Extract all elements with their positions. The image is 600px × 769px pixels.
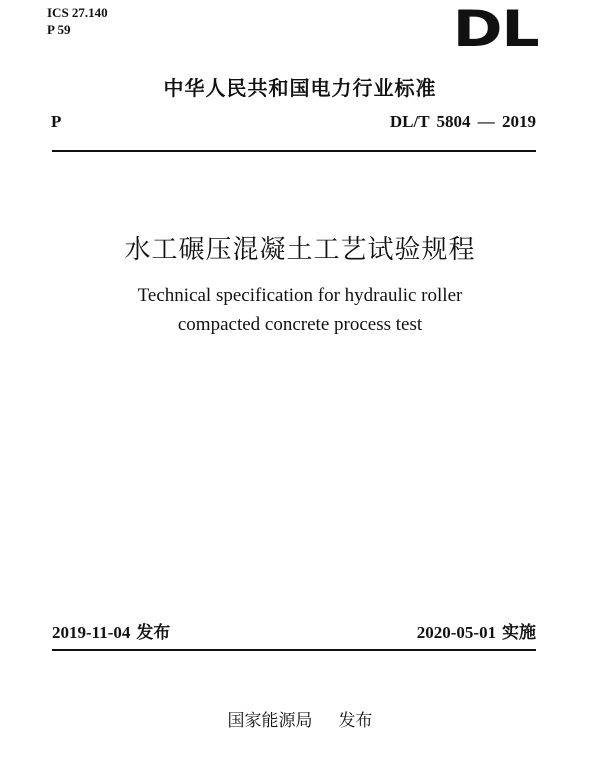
title-chinese: 水工碾压混凝土工艺试验规程 bbox=[124, 235, 476, 265]
issuer-block bbox=[0, 706, 600, 731]
issuing-agency: 国家能源局 bbox=[227, 711, 313, 731]
standard-number: DL/T 5804 — 2019 bbox=[389, 112, 536, 131]
title-english-line2: compacted concrete process test bbox=[177, 314, 423, 335]
title-english bbox=[0, 281, 600, 339]
issue-date: 2019-11-04 bbox=[52, 623, 131, 642]
classification-letter: P bbox=[51, 112, 62, 131]
industry-standard-title: 中华人民共和国电力行业标准 bbox=[163, 76, 437, 100]
top-divider bbox=[52, 150, 536, 152]
implement-date: 2020-05-01 bbox=[416, 623, 497, 642]
implement-label: 实施 bbox=[502, 623, 536, 643]
ics-number: ICS 27.140 bbox=[47, 5, 108, 20]
bottom-divider bbox=[52, 649, 536, 651]
dl-logo: DL bbox=[452, 0, 538, 58]
issuer-label: 发布 bbox=[338, 711, 373, 731]
issue-date-block bbox=[52, 618, 170, 643]
category-code: P 59 bbox=[47, 22, 71, 37]
issue-label: 发布 bbox=[136, 623, 171, 643]
implement-date-block bbox=[417, 618, 536, 643]
ics-block bbox=[47, 4, 108, 38]
title-english-line1: Technical specification for hydraulic roller bbox=[137, 285, 463, 306]
